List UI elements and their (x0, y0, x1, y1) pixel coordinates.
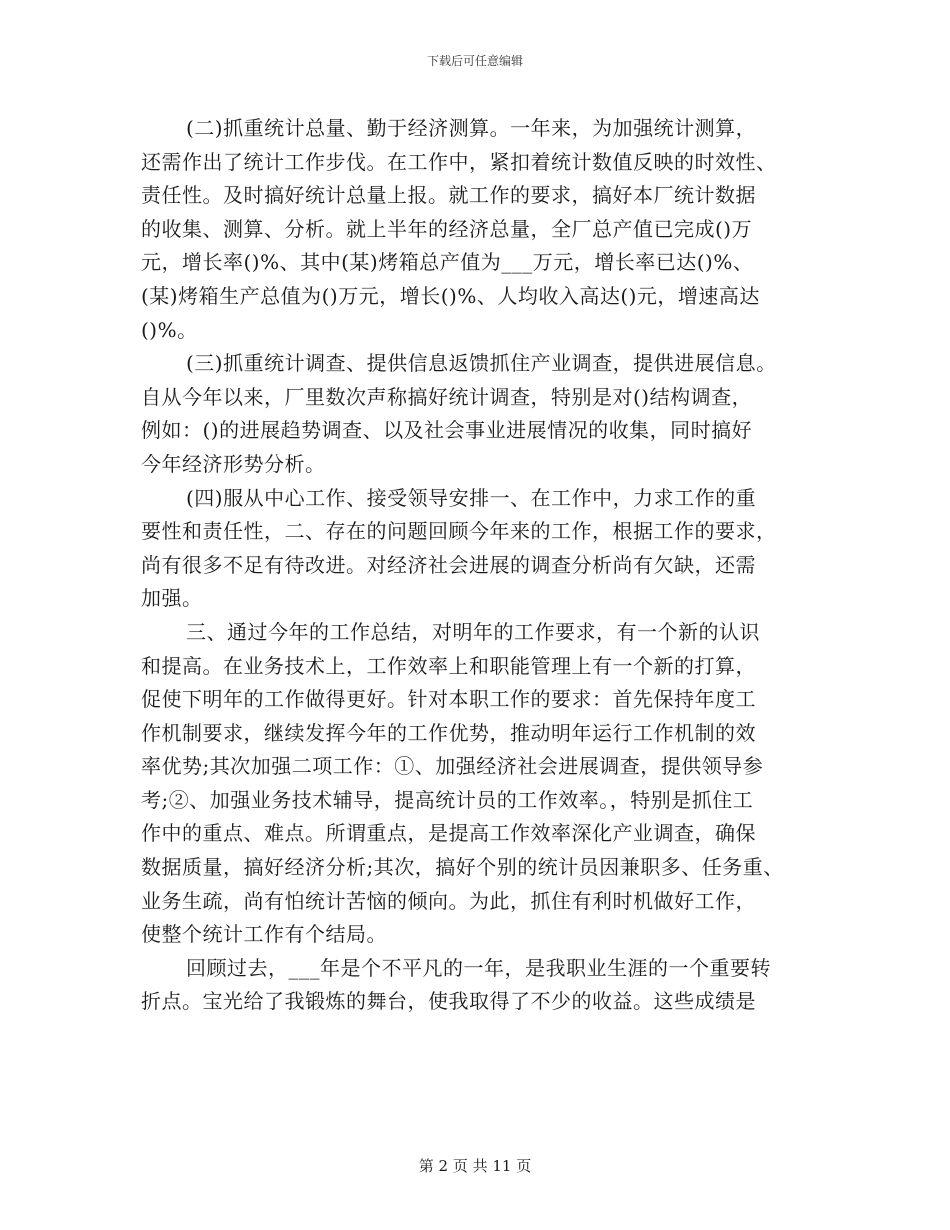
text-line: 自从今年以来，厂里数次声称搞好统计调查，特别是对()结构调查， (141, 384, 753, 409)
paragraph-2 (141, 112, 813, 347)
text-line: 折点。宝光给了我锻炼的舞台，使我取得了不少的收益。这些成绩是 (141, 989, 756, 1014)
text-line: 数据质量，搞好经济分析;其次，搞好个别的统计员因兼职多、任务重、 (141, 855, 784, 880)
text-line: 元，增长率()%、其中(某)烤箱总产值为___万元，增长率已达()%、 (141, 250, 754, 275)
text-line: 还需作出了统计工作步伐。在工作中，紧扣着统计数值反映的时效性、 (141, 149, 777, 174)
page-number: 第 2 页 共 11 页 (418, 1157, 532, 1175)
text-line: 三、通过今年的工作总结，对明年的工作要求，有一个新的认识 (186, 619, 760, 644)
text-line: 要性和责任性，二、存在的问题回顾今年来的工作，根据工作的要求， (141, 519, 777, 544)
text-line: 作中的重点、难点。所谓重点，是提高工作效率深化产业调查，确保 (141, 821, 756, 846)
text-line: 促使下明年的工作做得更好。针对本职工作的要求：首先保持年度工 (141, 687, 756, 712)
text-line: (四)服从中心工作、接受领导安排一、在工作中，力求工作的重 (186, 485, 757, 510)
text-line: 例如：()的进展趋势调查、以及社会事业进展情况的收集，同时搞好 (141, 418, 753, 443)
text-line: 使整个统计工作有个结局。 (141, 922, 387, 947)
paragraph-review (141, 952, 813, 1019)
text-line: 作机制要求，继续发挥今年的工作优势，推动明年运行工作机制的效 (141, 720, 756, 745)
paragraph-3 (141, 347, 813, 481)
document-body (141, 112, 813, 1019)
text-line: (二)抓重统计总量、勤于经济测算。一年来，为加强统计测算， (186, 116, 757, 140)
text-line: 业务生疏，尚有怕统计苦恼的倾向。为此，抓住有利时机做好工作， (141, 888, 756, 913)
text-line: 今年经济形势分析。 (141, 451, 326, 476)
text-line: (某)烤箱生产总值为()万元，增长()%、人均收入高达()元，增速高达 (141, 283, 760, 308)
paragraph-4 (141, 482, 813, 616)
text-line: 尚有很多不足有待改进。对经济社会进展的调查分析尚有欠缺，还需 (141, 552, 756, 577)
text-line: 率优势;其次加强二项工作：①、加强经济社会进展调查，提供领导参 (141, 754, 764, 779)
text-line: 加强。 (141, 586, 203, 611)
text-line: 回顾过去，___年是个不平凡的一年，是我职业生涯的一个重要转 (186, 955, 771, 980)
text-line: 和提高。在业务技术上，工作效率上和职能管理上有一个新的打算， (141, 653, 756, 678)
text-line: 责任性。及时搞好统计总量上报。就工作的要求，搞好本厂统计数据 (141, 183, 756, 208)
text-line: 的收集、测算、分析。就上半年的经济总量，全厂总产值已完成()万 (141, 216, 753, 241)
text-line: 考;②、加强业务技术辅导，提高统计员的工作效率。，特别是抓住工 (141, 787, 754, 812)
text-line: (三)抓重统计调查、提供信息返馈抓住产业调查，提供进展信息。 (186, 351, 777, 376)
text-line: ()%。 (141, 317, 198, 342)
paragraph-section-three (141, 616, 813, 952)
page-header: 下载后可任意编辑 (426, 54, 523, 68)
